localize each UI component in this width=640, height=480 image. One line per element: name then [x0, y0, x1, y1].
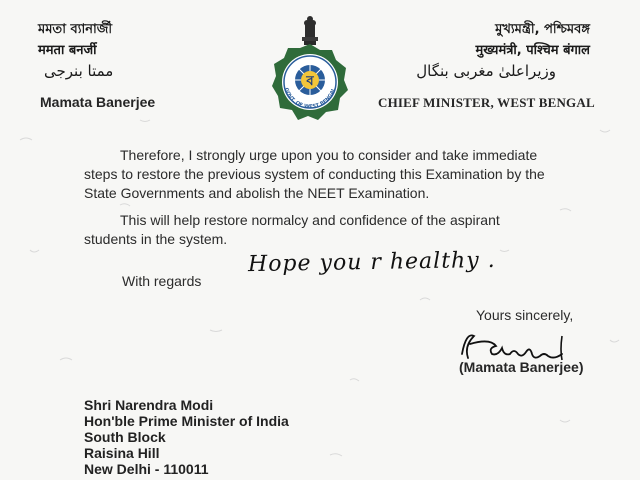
recipient-address: [84, 397, 289, 477]
paragraph-line: students in the system.: [84, 231, 228, 247]
title-hindi: मुख्यमंत्री, पश्चिम बंगाल: [475, 43, 590, 58]
address-line: New Delhi - 110011: [84, 461, 209, 477]
title-english: CHIEF MINISTER, WEST BENGAL: [378, 95, 595, 110]
paragraph-line: State Governments and abolish the NEET Examination.: [84, 185, 430, 201]
address-line: Hon'ble Prime Minister of India: [84, 413, 289, 429]
paragraph-normalcy: [84, 211, 624, 249]
paragraph-urge: [84, 146, 624, 203]
seal-letter: ব: [306, 74, 314, 89]
closing-text: Yours sincerely,: [476, 307, 574, 323]
regards-text: With regards: [122, 273, 202, 289]
paragraph-line: steps to restore the previous system of conducting this Examination by the: [84, 166, 545, 182]
name-bengali: মমতা ব্যানার্জী: [38, 22, 113, 37]
address-line: South Block: [84, 429, 166, 445]
address-line: Raisina Hill: [84, 445, 160, 461]
paragraph-line: Therefore, I strongly urge upon you to consider and take immediate: [120, 147, 538, 163]
name-hindi: ममता बनर्जी: [38, 43, 97, 58]
handwritten-note: Hope you r healthy .: [247, 247, 496, 278]
seal-caption: GOVT. OF WEST BENGAL: [282, 87, 338, 111]
title-urdu: وزیراعلیٰ مغربی بنگال: [416, 62, 556, 80]
paragraph-line: This will help restore normalcy and confidence of the aspirant: [120, 212, 500, 228]
name-english: Mamata Banerjee: [40, 94, 156, 110]
name-urdu: ممتا بنرجی: [44, 62, 114, 80]
address-line: Shri Narendra Modi: [84, 397, 214, 413]
signed-name: (Mamata Banerjee): [459, 359, 584, 375]
west-bengal-seal-icon: [270, 42, 350, 122]
title-bengali: মুখ্যমন্ত্রী, পশ্চিমবঙ্গ: [495, 22, 590, 37]
